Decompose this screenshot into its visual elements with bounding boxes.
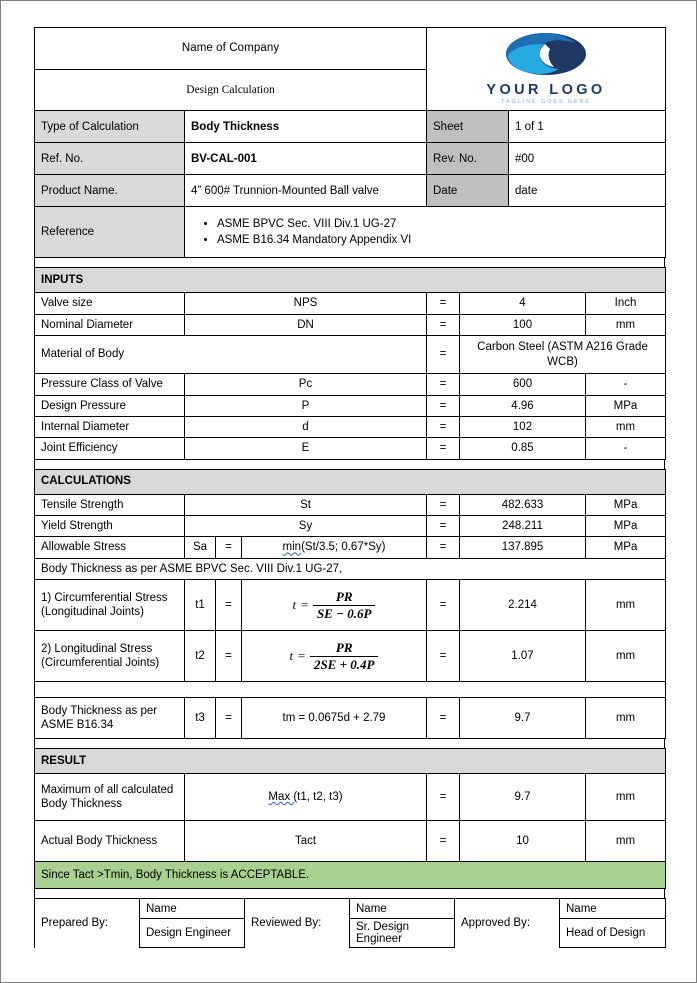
title-block bbox=[34, 27, 666, 258]
formula-numerator: PR bbox=[335, 588, 353, 604]
reference-item: • ASME B16.34 Mandatory Appendix VI bbox=[217, 233, 659, 247]
equals-sign: = bbox=[427, 537, 460, 558]
result-formula bbox=[185, 774, 427, 821]
result-unit: mm bbox=[586, 821, 666, 862]
section-gap bbox=[34, 889, 665, 898]
input-symbol: P bbox=[185, 395, 427, 416]
acceptance-banner bbox=[35, 862, 666, 889]
input-label: Internal Diameter bbox=[35, 416, 185, 437]
calc-value: 137.895 bbox=[460, 537, 586, 558]
input-label: Nominal Diameter bbox=[35, 314, 185, 335]
calc-label: Tensile Strength bbox=[35, 494, 185, 515]
calc-symbol: Sy bbox=[185, 516, 427, 537]
equals-sign: = bbox=[427, 580, 460, 631]
value-product-name: 4” 600# Trunnion-Mounted Ball valve bbox=[185, 175, 427, 207]
input-symbol: DN bbox=[185, 314, 427, 335]
value-reviewed-role: Sr. Design Engineer bbox=[350, 919, 455, 948]
result-row-maximum bbox=[35, 774, 666, 821]
input-row-nominal-diameter bbox=[35, 314, 666, 335]
calc-symbol: t2 bbox=[185, 631, 216, 682]
equals-sign: = bbox=[427, 631, 460, 682]
value-approved-role: Head of Design bbox=[560, 919, 666, 948]
label-rev-no: Rev. No. bbox=[427, 143, 509, 175]
input-symbol: NPS bbox=[185, 293, 427, 314]
formula-arguments: t1, t2, t3) bbox=[297, 790, 343, 803]
calc-value: 248.211 bbox=[460, 516, 586, 537]
calc-symbol: Sa bbox=[185, 537, 216, 558]
equals-sign: = bbox=[427, 374, 460, 395]
calc-row-t2 bbox=[35, 631, 666, 682]
input-value: Carbon Steel (ASTM A216 Grade WCB) bbox=[460, 336, 666, 374]
value-sheet: 1 of 1 bbox=[509, 111, 666, 143]
company-logo bbox=[427, 28, 666, 111]
input-symbol: d bbox=[185, 416, 427, 437]
label-sheet: Sheet bbox=[427, 111, 509, 143]
calc-label: Yield Strength bbox=[35, 516, 185, 537]
section-header-result bbox=[35, 749, 666, 774]
calc-row-t1 bbox=[35, 580, 666, 631]
result-unit: mm bbox=[586, 774, 666, 821]
label-approved-by: Approved By: bbox=[455, 899, 560, 948]
result-value: 9.7 bbox=[460, 774, 586, 821]
calculations-table bbox=[34, 469, 666, 740]
result-title: RESULT bbox=[35, 749, 666, 774]
calc-row-allowable-stress bbox=[35, 537, 666, 558]
section-gap bbox=[34, 258, 665, 267]
result-symbol: Tact bbox=[185, 821, 427, 862]
section-gap bbox=[34, 739, 665, 748]
reference-item: • ASME BPVC Sec. VIII Div.1 UG-27 bbox=[217, 217, 659, 231]
value-reviewed-name: Name bbox=[350, 899, 455, 919]
equals-sign: = bbox=[427, 516, 460, 537]
formula-fraction bbox=[313, 590, 375, 620]
label-ref-no: Ref. No. bbox=[35, 143, 185, 175]
document-title: Design Calculation bbox=[35, 69, 427, 111]
calc-label: 1) Circumferential Stress (Longitudinal Joints) bbox=[35, 580, 185, 631]
equals-sign: = bbox=[427, 416, 460, 437]
inputs-title: INPUTS bbox=[35, 268, 666, 293]
label-prepared-by: Prepared By: bbox=[35, 899, 140, 948]
header-row-ref bbox=[35, 143, 666, 175]
label-reviewed-by: Reviewed By: bbox=[245, 899, 350, 948]
equals-sign: = bbox=[427, 314, 460, 335]
input-symbol: Pc bbox=[185, 374, 427, 395]
input-row-pressure-class bbox=[35, 374, 666, 395]
input-label: Pressure Class of Valve bbox=[35, 374, 185, 395]
calc-formula: tm = 0.0675d + 2.79 bbox=[242, 698, 427, 739]
input-label: Design Pressure bbox=[35, 395, 185, 416]
calc-unit: MPa bbox=[586, 537, 666, 558]
result-label: Actual Body Thickness bbox=[35, 821, 185, 862]
formula-denominator: 2SE + 0.4P bbox=[310, 656, 379, 672]
input-unit: mm bbox=[586, 314, 666, 335]
value-prepared-role: Design Engineer bbox=[140, 919, 245, 948]
result-row-actual bbox=[35, 821, 666, 862]
label-type-of-calculation: Type of Calculation bbox=[35, 111, 185, 143]
reference-list bbox=[185, 207, 666, 258]
value-prepared-name: Name bbox=[140, 899, 245, 919]
header-row-reference bbox=[35, 207, 666, 258]
formula-fraction bbox=[310, 641, 379, 671]
calc-unit: mm bbox=[586, 698, 666, 739]
calculation-sheet bbox=[34, 27, 665, 948]
input-value: 0.85 bbox=[460, 438, 586, 459]
input-value: 102 bbox=[460, 416, 586, 437]
calc-symbol: St bbox=[185, 494, 427, 515]
formula-denominator: SE − 0.6P bbox=[313, 605, 375, 621]
calc-unit: mm bbox=[586, 580, 666, 631]
calc-formula bbox=[242, 537, 427, 558]
input-row-valve-size bbox=[35, 293, 666, 314]
label-product-name: Product Name. bbox=[35, 175, 185, 207]
logo-name: YOUR LOGO bbox=[486, 81, 606, 98]
calc-row-t3 bbox=[35, 698, 666, 739]
input-unit: - bbox=[586, 374, 666, 395]
formula-lhs: t bbox=[289, 648, 294, 664]
formula-lhs: t bbox=[292, 597, 297, 613]
equals-sign: = bbox=[427, 494, 460, 515]
input-unit: - bbox=[586, 438, 666, 459]
formula-numerator: PR bbox=[335, 639, 353, 655]
input-unit: Inch bbox=[586, 293, 666, 314]
title-row bbox=[35, 28, 666, 70]
value-type-of-calculation: Body Thickness bbox=[185, 111, 427, 143]
calc-row-yield-strength bbox=[35, 516, 666, 537]
calc-symbol: t3 bbox=[185, 698, 216, 739]
signoff-row-names bbox=[35, 899, 666, 919]
calc-symbol: t1 bbox=[185, 580, 216, 631]
calc-label: 2) Longitudinal Stress (Circumferential Joints) bbox=[35, 631, 185, 682]
equals-sign-inner: = bbox=[216, 537, 242, 558]
input-value: 100 bbox=[460, 314, 586, 335]
company-title: Name of Company bbox=[35, 28, 427, 70]
calc-spacer-row bbox=[35, 682, 666, 698]
logo-swirl-icon bbox=[504, 31, 588, 77]
formula-relation: = bbox=[300, 597, 309, 613]
calc-value: 1.07 bbox=[460, 631, 586, 682]
formula-function-name: Max ( bbox=[268, 790, 298, 803]
label-date: Date bbox=[427, 175, 509, 207]
equals-sign: = bbox=[427, 293, 460, 314]
equals-sign-inner: = bbox=[216, 698, 242, 739]
equals-sign: = bbox=[427, 698, 460, 739]
input-value: 600 bbox=[460, 374, 586, 395]
section-gap bbox=[34, 460, 665, 469]
input-row-joint-efficiency bbox=[35, 438, 666, 459]
calc-value: 482.633 bbox=[460, 494, 586, 515]
calc-label: Allowable Stress bbox=[35, 537, 185, 558]
input-row-material bbox=[35, 336, 666, 374]
input-label: Valve size bbox=[35, 293, 185, 314]
input-row-design-pressure bbox=[35, 395, 666, 416]
calc-note: Body Thickness as per ASME BPVC Sec. VIII Div.1 UG-27, bbox=[35, 558, 666, 579]
input-label: Joint Efficiency bbox=[35, 438, 185, 459]
calc-value: 9.7 bbox=[460, 698, 586, 739]
equals-sign: = bbox=[427, 336, 460, 374]
calc-unit: MPa bbox=[586, 494, 666, 515]
input-value: 4.96 bbox=[460, 395, 586, 416]
value-ref-no: BV-CAL-001 bbox=[185, 143, 427, 175]
equals-sign-inner: = bbox=[216, 580, 242, 631]
inputs-table bbox=[34, 267, 666, 459]
header-row-product bbox=[35, 175, 666, 207]
calc-value: 2.214 bbox=[460, 580, 586, 631]
value-approved-name: Name bbox=[560, 899, 666, 919]
input-unit: mm bbox=[586, 416, 666, 437]
calc-unit: MPa bbox=[586, 516, 666, 537]
formula-arguments: (St/3.5; 0.67*Sy) bbox=[301, 541, 386, 554]
input-row-internal-diameter bbox=[35, 416, 666, 437]
equals-sign: = bbox=[427, 438, 460, 459]
signoff-table bbox=[34, 898, 666, 948]
section-header-inputs bbox=[35, 268, 666, 293]
logo-tagline: TAGLINE GOES HERE bbox=[501, 99, 591, 105]
input-value: 4 bbox=[460, 293, 586, 314]
calc-formula bbox=[242, 580, 427, 631]
calc-unit: mm bbox=[586, 631, 666, 682]
result-label: Maximum of all calculated Body Thickness bbox=[35, 774, 185, 821]
equals-sign-inner: = bbox=[216, 631, 242, 682]
value-rev-no: #00 bbox=[509, 143, 666, 175]
calc-label: Body Thickness as per ASME B16.34 bbox=[35, 698, 185, 739]
result-value: 10 bbox=[460, 821, 586, 862]
header-row-type bbox=[35, 111, 666, 143]
value-date: date bbox=[509, 175, 666, 207]
equals-sign: = bbox=[427, 821, 460, 862]
calc-row-note bbox=[35, 558, 666, 579]
input-label: Material of Body bbox=[35, 336, 427, 374]
section-header-calculations bbox=[35, 469, 666, 494]
equals-sign: = bbox=[427, 774, 460, 821]
formula-relation: = bbox=[297, 648, 306, 664]
calc-formula bbox=[242, 631, 427, 682]
formula-function-name: min bbox=[282, 541, 302, 554]
equals-sign: = bbox=[427, 395, 460, 416]
input-unit: MPa bbox=[586, 395, 666, 416]
acceptance-text: Since Tact >Tmin, Body Thickness is ACCEPTABLE. bbox=[35, 862, 666, 889]
result-table bbox=[34, 748, 666, 889]
calc-row-tensile-strength bbox=[35, 494, 666, 515]
input-symbol: E bbox=[185, 438, 427, 459]
calculations-title: CALCULATIONS bbox=[35, 469, 666, 494]
label-reference: Reference bbox=[35, 207, 185, 258]
